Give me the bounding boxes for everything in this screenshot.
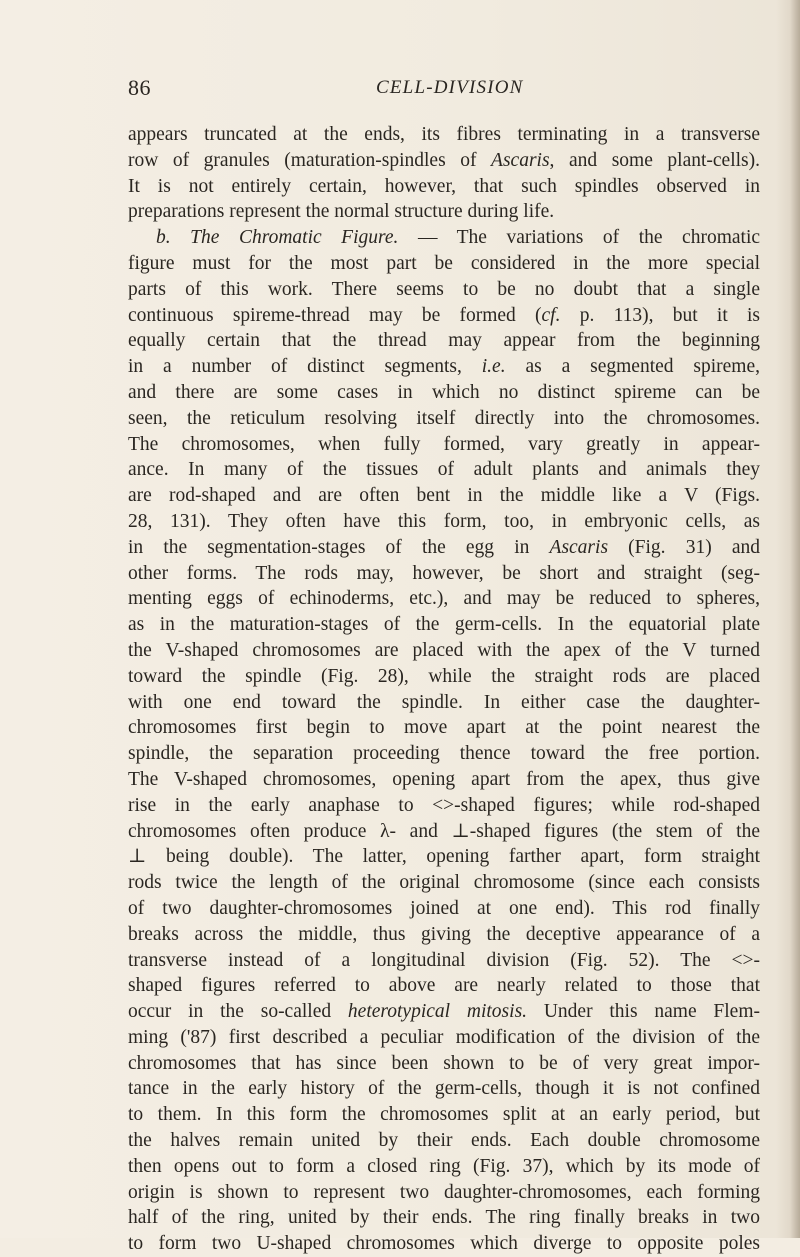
text-line (128, 586, 760, 612)
text-line (128, 380, 760, 406)
text-run: ance. In many of the tissues of adult plants and animals they (128, 459, 760, 481)
text-line (128, 432, 760, 458)
text-line (128, 1154, 760, 1180)
text-line (128, 819, 760, 845)
text-line (128, 1076, 760, 1102)
text-line (128, 406, 760, 432)
text-run: seen, the reticulum resolving itself directly into the chromosomes. (128, 407, 760, 429)
text-run: , and some plant-cells). (549, 149, 760, 171)
text-line (128, 148, 760, 174)
text-run: chromosomes that has since been shown to be of very great impor- (128, 1052, 760, 1074)
text-run: menting eggs of echinoderms, etc.), and may be reduced to spheres, (128, 588, 760, 610)
text-line (128, 122, 760, 148)
text-run: equally certain that the thread may appear from the beginning (128, 330, 760, 352)
text-line (128, 1180, 760, 1206)
text-line (128, 174, 760, 200)
text-line (128, 277, 760, 303)
text-line (128, 251, 760, 277)
text-line (128, 999, 760, 1025)
italic-text: b. (156, 227, 191, 249)
text-run: in a number of distinct segments, (128, 356, 482, 378)
text-line (128, 715, 760, 741)
text-run: as a segmented spireme, (505, 356, 760, 378)
text-run: The chromosomes, when fully formed, vary greatly in appear- (128, 433, 760, 455)
text-run: and there are some cases in which no distinct spireme can be (128, 381, 760, 403)
text-line (128, 1205, 760, 1231)
text-run: rise in the early anaphase to <>-shaped figures; while rod-shaped (128, 794, 760, 816)
text-line (128, 225, 760, 251)
page-number: 86 (128, 75, 151, 100)
body-text (128, 122, 760, 1257)
text-line (128, 870, 760, 896)
text-run: to them. In this form the chromosomes split at an early period, but (128, 1104, 760, 1126)
page-header (128, 74, 768, 104)
text-line (128, 1102, 760, 1128)
text-line (128, 948, 760, 974)
text-line (128, 638, 760, 664)
text-run: origin is shown to represent two daughter-chromosomes, each forming (128, 1181, 760, 1203)
text-line (128, 561, 760, 587)
text-run: half of the ring, united by their ends. The ring finally breaks in two (128, 1207, 760, 1229)
text-line (128, 612, 760, 638)
text-line (128, 535, 760, 561)
text-run: chromosomes first begin to move apart at the point nearest the (128, 717, 760, 739)
text-run: toward the spindle (Fig. 28), while the straight rods are placed (128, 665, 760, 687)
text-run: chromosomes often produce λ- and ⊥-shaped figures (the stem of the (128, 820, 760, 842)
text-line (128, 973, 760, 999)
italic-text: i.e. (481, 356, 506, 378)
text-run: breaks across the middle, thus giving the deceptive appearance of a (128, 923, 760, 945)
text-line (128, 328, 760, 354)
text-line (128, 896, 760, 922)
text-run: transverse instead of a longitudinal division (Fig. 52). The <>- (128, 949, 760, 971)
text-line (128, 690, 760, 716)
text-run: Under this name Flem- (527, 1001, 760, 1023)
text-run: preparations represent the normal structure during life. (128, 201, 555, 223)
italic-text: Ascaris (491, 149, 550, 171)
text-run: other forms. The rods may, however, be short and straight (seg- (128, 562, 760, 584)
text-run: (Fig. 31) and (608, 536, 760, 558)
text-line (128, 844, 760, 870)
text-run: of two daughter-chromosomes joined at one end). This rod finally (128, 897, 760, 919)
text-line (128, 767, 760, 793)
text-line (128, 483, 760, 509)
text-run: p. 113), but it is (560, 304, 760, 326)
text-line (128, 793, 760, 819)
text-run: spindle, the separation proceeding thence toward the free portion. (128, 743, 760, 765)
text-line (128, 199, 760, 225)
text-line (128, 1231, 760, 1257)
text-run: tance in the early history of the germ-cells, though it is not confined (128, 1078, 760, 1100)
text-line (128, 303, 760, 329)
text-line (128, 1025, 760, 1051)
text-run: then opens out to form a closed ring (Fig. 37), which by its mode of (128, 1155, 760, 1177)
text-line (128, 457, 760, 483)
italic-text: cf. (541, 304, 561, 326)
text-run: 28, 131). They often have this form, too, in embryonic cells, as (128, 510, 760, 532)
text-run: the V-shaped chromosomes are placed with the apex of the V turned (128, 639, 760, 661)
text-run: as in the maturation-stages of the germ-cells. In the equatorial plate (128, 614, 760, 636)
italic-text: heterotypical mitosis. (347, 1001, 528, 1023)
italic-text: Ascaris (549, 536, 609, 558)
page-edge-shadow (790, 0, 800, 1238)
text-run: in the segmentation-stages of the egg in (128, 536, 550, 558)
text-line (128, 664, 760, 690)
text-line (128, 1128, 760, 1154)
text-run: ming ('87) first described a peculiar modification of the division of the (128, 1026, 760, 1048)
text-line (128, 1051, 760, 1077)
text-run: rods twice the length of the original chromosome (since each consists (128, 872, 760, 894)
text-run: The V-shaped chromosomes, opening apart from the apex, thus give (128, 768, 760, 790)
text-run: — The variations of the chromatic (398, 227, 761, 249)
text-line (128, 741, 760, 767)
text-run: the halves remain united by their ends. Each double chromosome (128, 1130, 760, 1152)
text-run: figure must for the most part be considered in the more special (128, 252, 760, 274)
text-run: occur in the so-called (128, 1001, 348, 1023)
text-run: with one end toward the spindle. In either case the daughter- (128, 691, 760, 713)
text-run: to form two U-shaped chromosomes which diverge to opposite poles (128, 1233, 760, 1255)
running-head: CELL-DIVISION (376, 77, 524, 98)
text-run: continuous spireme-thread may be formed ( (128, 304, 542, 326)
text-run: are rod-shaped and are often bent in the middle like a V (Figs. (128, 485, 760, 507)
text-line (128, 354, 760, 380)
text-line (128, 509, 760, 535)
text-run: appears truncated at the ends, its fibres terminating in a transverse (128, 124, 760, 145)
text-run: parts of this work. There seems to be no doubt that a single (128, 278, 760, 300)
text-run: It is not entirely certain, however, that such spindles observed in (128, 175, 760, 197)
text-run: row of granules (maturation-spindles of (128, 149, 492, 171)
text-line (128, 922, 760, 948)
text-run: shaped figures referred to above are nearly related to those that (128, 975, 760, 997)
text-run: ⊥ being double). The latter, opening farther apart, form straight (128, 846, 760, 868)
italic-text: The Chromatic Figure. (190, 227, 399, 249)
